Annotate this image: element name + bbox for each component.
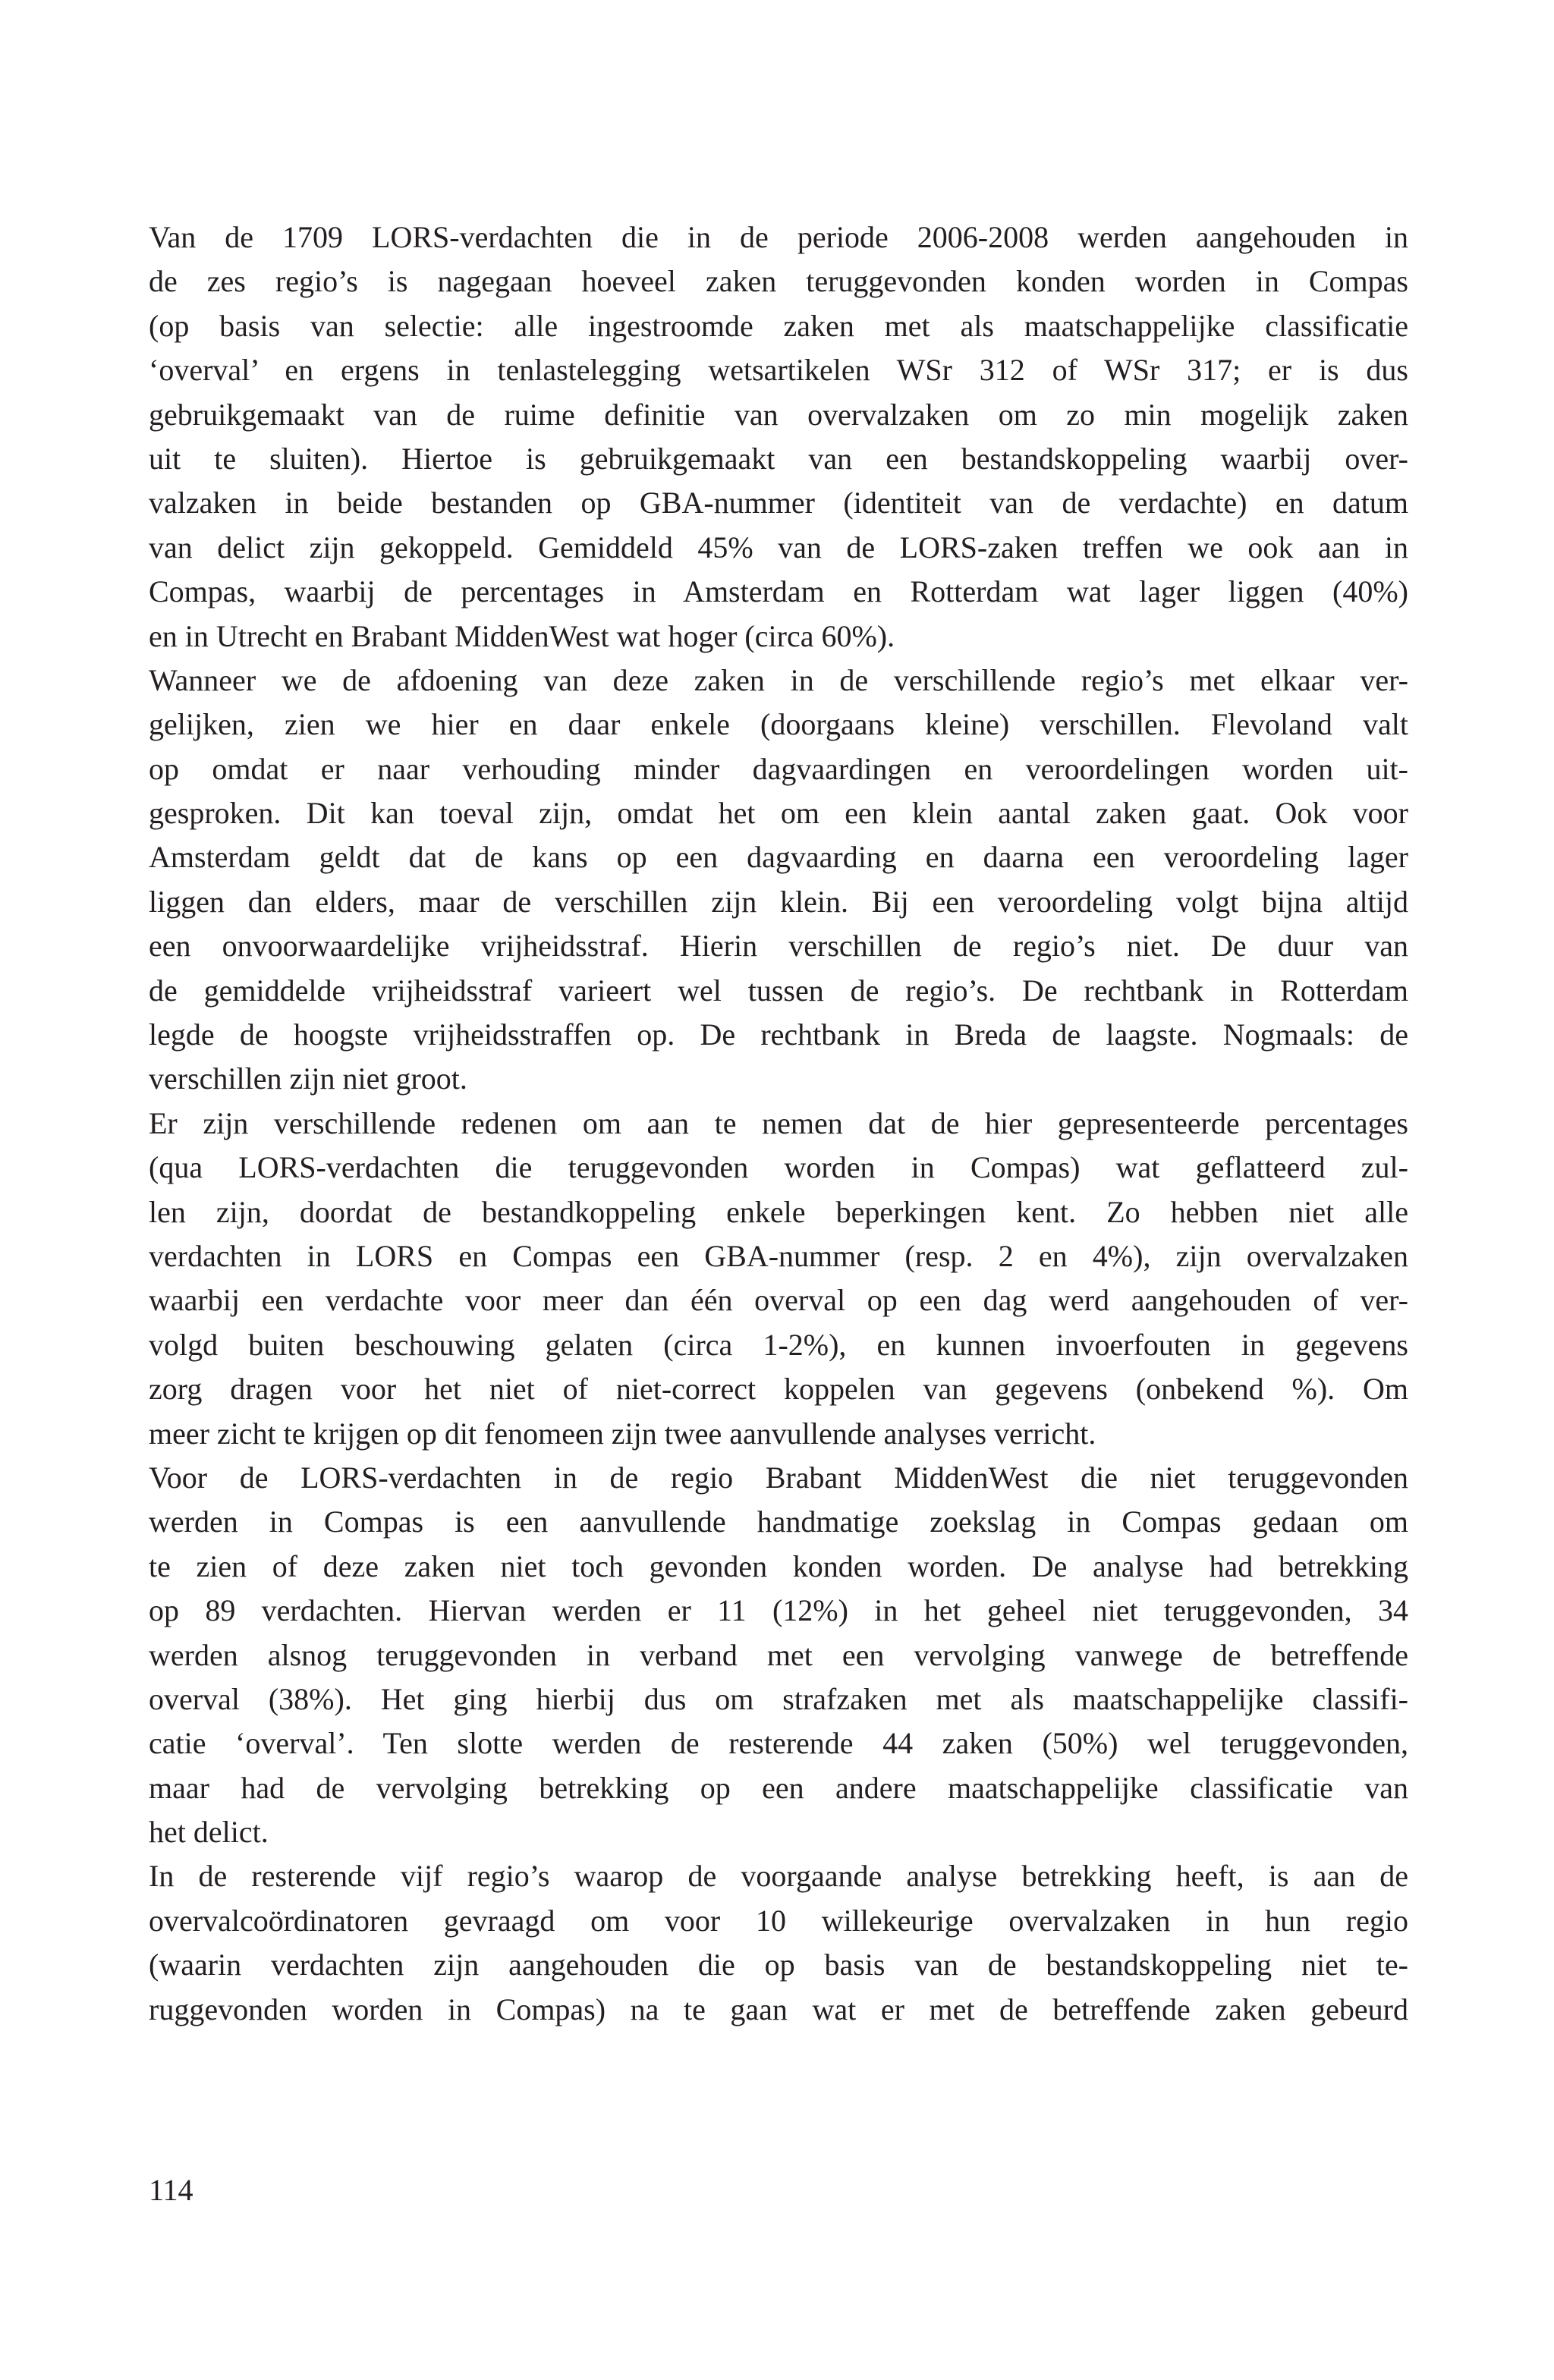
text-line: catie ‘overval’. Ten slotte werden de resterende 44 zaken (50%) wel teruggevonden, [149, 1726, 1408, 1761]
body-text [149, 215, 1408, 2032]
text-line: (op basis van selectie: alle ingestroomde zaken met als maatschappelijke classificatie [149, 308, 1408, 343]
page-number: 114 [149, 2173, 193, 2207]
text-line: Van de 1709 LORS-verdachten die in de periode 2006-2008 werden aangehouden in [149, 220, 1408, 254]
text-line: Wanneer we de afdoening van deze zaken in de verschillende regio’s met elkaar ver- [149, 662, 1408, 697]
text-line: gebruikgemaakt van de ruime definitie van overvalzaken om zo min mogelijk zaken [149, 397, 1408, 432]
text-line: Voor de LORS-verdachten in de regio Brabant MiddenWest die niet teruggevonden [149, 1460, 1408, 1495]
text-line: Er zijn verschillende redenen om aan te nemen dat de hier gepresenteerde percentages [149, 1105, 1408, 1140]
text-line: het delict. [149, 1815, 269, 1850]
text-line: de gemiddelde vrijheidsstraf varieert wel tussen de regio’s. De rechtbank in Rotterdam [149, 973, 1408, 1008]
text-line: een onvoorwaardelijke vrijheidsstraf. Hierin verschillen de regio’s niet. De duur van [149, 929, 1408, 964]
text-line: len zijn, doordat de bestandkoppeling enkele beperkingen kent. Zo hebben niet alle [149, 1194, 1408, 1229]
text-line: verdachten in LORS en Compas een GBA-nummer (resp. 2 en 4%), zijn overvalzaken [149, 1238, 1408, 1273]
text-line: en in Utrecht en Brabant MiddenWest wat hoger (circa 60%). [149, 618, 895, 653]
text-line: (waarin verdachten zijn aangehouden die op basis van de bestandskoppeling niet te- [149, 1948, 1408, 1982]
text-line: de zes regio’s is nagegaan hoeveel zaken teruggevonden konden worden in Compas [149, 264, 1408, 299]
text-line: werden alsnog teruggevonden in verband met een vervolging vanwege de betreffende [149, 1637, 1408, 1672]
text-line: waarbij een verdachte voor meer dan één overval op een dag werd aangehouden of ver- [149, 1283, 1408, 1318]
text-line: ‘overval’ en ergens in tenlastelegging wetsartikelen WSr 312 of WSr 317; er is dus [149, 353, 1408, 388]
text-line: zorg dragen voor het niet of niet-correct koppelen van gegevens (onbekend %). Om [149, 1372, 1408, 1407]
text-line: werden in Compas is een aanvullende handmatige zoekslag in Compas gedaan om [149, 1504, 1408, 1539]
text-line: van delict zijn gekoppeld. Gemiddeld 45% van de LORS-zaken treffen we ook aan in [149, 530, 1408, 564]
text-line: Compas, waarbij de percentages in Amsterdam en Rotterdam wat lager liggen (40%) [149, 574, 1408, 609]
text-line: te zien of deze zaken niet toch gevonden konden worden. De analyse had betrekking [149, 1548, 1408, 1583]
text-line: ruggevonden worden in Compas) na te gaan wat er met de betreffende zaken gebeurd [149, 1992, 1408, 2026]
text-line: gesproken. Dit kan toeval zijn, omdat het om een klein aantal zaken gaat. Ook voor [149, 796, 1408, 831]
text-line: Amsterdam geldt dat de kans op een dagvaarding en daarna een veroordeling lager [149, 840, 1408, 875]
text-line: valzaken in beide bestanden op GBA-nummer (identiteit van de verdachte) en datum [149, 486, 1408, 520]
text-line: op 89 verdachten. Hiervan werden er 11 (12%) in het geheel niet teruggevonden, 34 [149, 1593, 1408, 1628]
text-line: op omdat er naar verhouding minder dagvaardingen en veroordelingen worden uit- [149, 751, 1408, 786]
text-line: verschillen zijn niet groot. [149, 1061, 467, 1096]
text-line: meer zicht te krijgen op dit fenomeen zijn twee aanvullende analyses verricht. [149, 1416, 1096, 1451]
text-line: (qua LORS-verdachten die teruggevonden worden in Compas) wat geflatteerd zul- [149, 1150, 1408, 1185]
text-line: maar had de vervolging betrekking op een andere maatschappelijke classificatie van [149, 1770, 1408, 1805]
text-line: volgd buiten beschouwing gelaten (circa 1-2%), en kunnen invoerfouten in gegevens [149, 1327, 1408, 1362]
text-line: legde de hoogste vrijheidsstraffen op. De rechtbank in Breda de laagste. Nogmaals: de [149, 1017, 1408, 1052]
text-line: gelijken, zien we hier en daar enkele (doorgaans kleine) verschillen. Flevoland valt [149, 707, 1408, 742]
text-line: overvalcoördinatoren gevraagd om voor 10 willekeurige overvalzaken in hun regio [149, 1903, 1408, 1938]
text-line: In de resterende vijf regio’s waarop de voorgaande analyse betrekking heeft, is aan de [149, 1859, 1408, 1894]
text-line: liggen dan elders, maar de verschillen zijn klein. Bij een veroordeling volgt bijna altijd [149, 884, 1408, 919]
text-line: uit te sluiten). Hiertoe is gebruikgemaakt van een bestandskoppeling waarbij over- [149, 441, 1408, 476]
text-line: overval (38%). Het ging hierbij dus om strafzaken met als maatschappelijke classifi- [149, 1681, 1408, 1716]
